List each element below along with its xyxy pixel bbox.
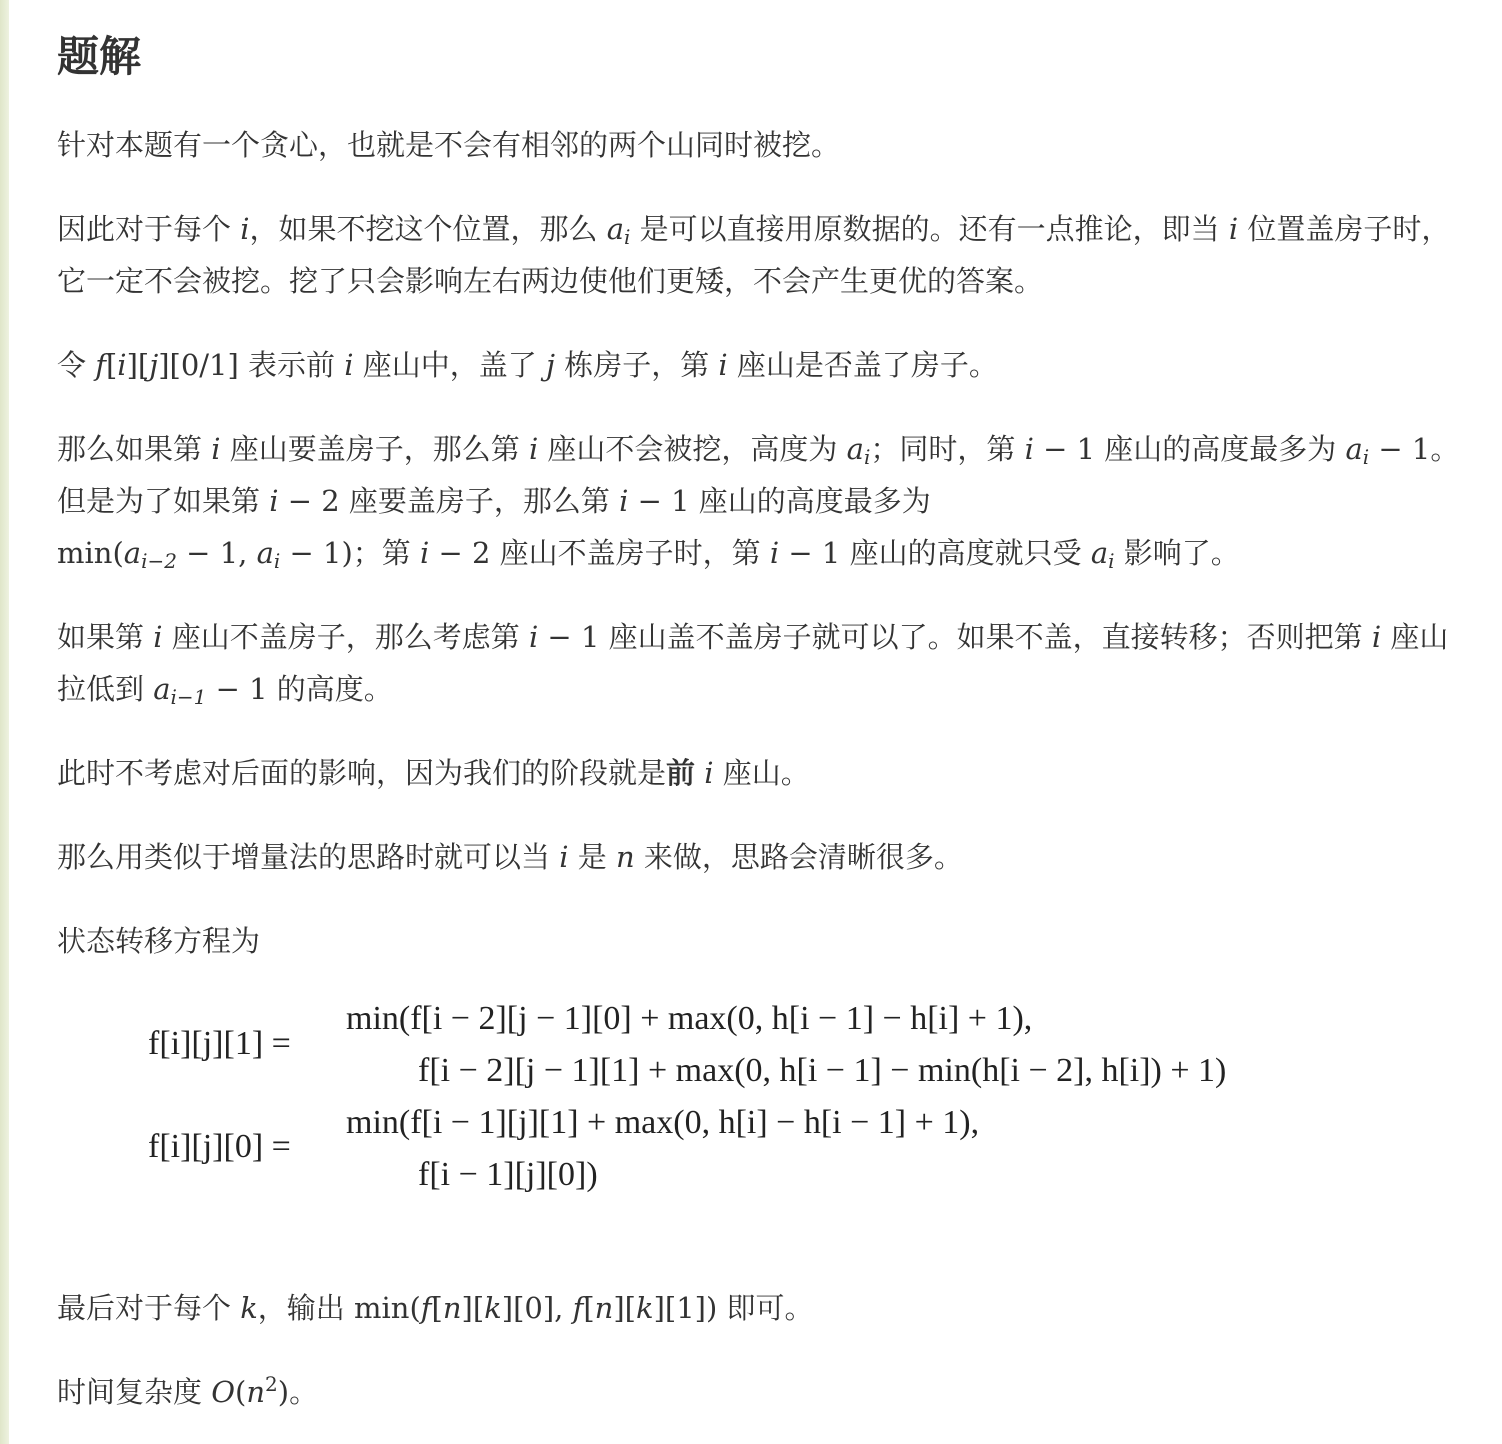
paragraph-stage: 此时不考虑对后面的影响，因为我们的阶段就是前 i 座山。 bbox=[57, 756, 810, 790]
paragraph-output: 最后对于每个 k，输出 min(f[n][k][0], f[n][k][1]) 即可。 bbox=[57, 1291, 814, 1325]
paragraph-incremental: 那么用类似于增量法的思路时就可以当 i 是 n 来做，思路会清晰很多。 bbox=[57, 840, 963, 874]
equation-rhs-2b: f[i − 1][j][0]) bbox=[418, 1156, 598, 1193]
article bbox=[57, 24, 1477, 967]
equation-lhs-2: f[i][j][0] = bbox=[148, 1128, 291, 1165]
paragraph-complexity: 时间复杂度 $O(n^2)$。 bbox=[57, 1372, 319, 1409]
paragraph-state-definition: 令 f[i][j][0/1] 表示前 i 座山中，盖了 j 栋房子，第 i 座山是否盖了房子。 bbox=[57, 348, 998, 382]
equation-rhs-2a: min(f[i − 1][j][1] + max(0, h[i] − h[i − 1] + 1), bbox=[346, 1104, 980, 1141]
paragraph-build-case: 那么如果第 i 座山要盖房子，那么第 i 座山不会被挖，高度为 $a_i$；同时，第 i − 1 座山的高度最多为 $a_i - 1$。但是为了如果第 i − 2 座要盖房子，那么第 i − 1 座山的高度最多为 $\min(a_{i-2} - 1$, $a_i - 1$)；第 i − 2 座山不盖房子时，第 i − 1 座山的高度就只受 $a_i$ 影响了。 bbox=[57, 432, 1460, 573]
equation-rhs-1a: min(f[i − 2][j − 1][0] + max(0, h[i − 1] − h[i] + 1), bbox=[346, 1000, 1033, 1037]
paragraph-greedy: 针对本题有一个贪心，也就是不会有相邻的两个山同时被挖。 bbox=[57, 128, 841, 162]
equation-rhs-1b: f[i − 2][j − 1][1] + max(0, h[i − 1] − min(h[i − 2], h[i]) + 1) bbox=[418, 1052, 1227, 1089]
equation-lhs-1: f[i][j][1] = bbox=[148, 1025, 291, 1062]
paragraph-no-build-case: 如果第 i 座山不盖房子，那么考虑第 i − 1 座山盖不盖房子就可以了。如果不盖，直接转移；否则把第 i 座山拉低到 $a_{i-1} - 1$ 的高度。 bbox=[57, 620, 1449, 709]
paragraph-inference: 因此对于每个 i，如果不挖这个位置，那么 $a_i$ 是可以直接用原数据的。还有一点推论，即当 i 位置盖房子时，它一定不会被挖。挖了只会影响左右两边使他们更矮，不会产生更优的答案。 bbox=[57, 212, 1451, 298]
page-title: 题解 bbox=[57, 32, 142, 81]
left-border bbox=[0, 0, 9, 1444]
paragraph-equation-intro: 状态转移方程为 bbox=[57, 924, 261, 958]
